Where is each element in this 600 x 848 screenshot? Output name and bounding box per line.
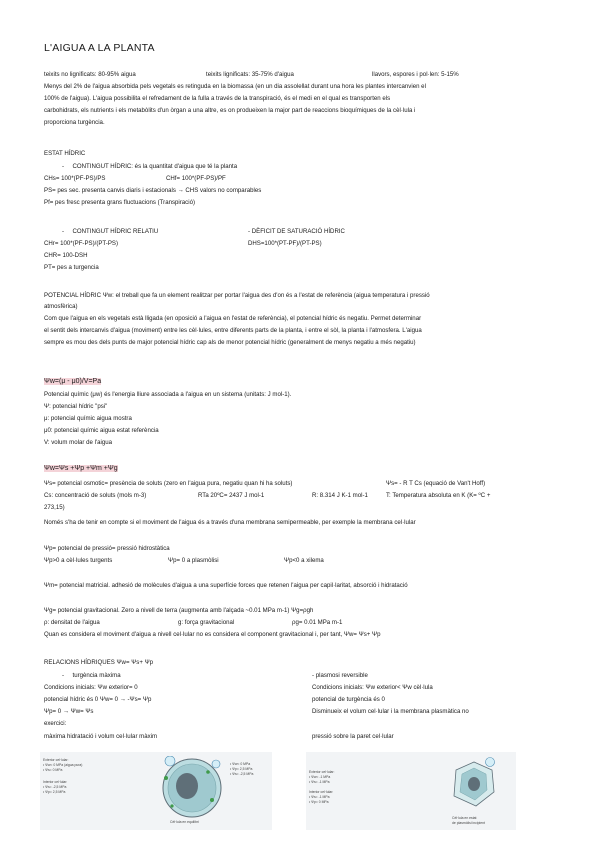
water-bubble xyxy=(165,756,175,766)
text-line: Quan es considera el moviment d'aigua a nivell cel·lular no es considera el component gravitacional i, per tant, Ψw= Ψs+ Ψp xyxy=(44,631,381,638)
text-line: Ψs= potencial osmotic= presència de soluts (zero en l'aigua pura, negatiu quan hi ha soluts) xyxy=(44,480,293,487)
text-line: exercici: xyxy=(44,720,67,727)
intro-text: 100% de l'aigua). L'aigua possibilita el refredament de la fulla a través de la transpiració, és el medi en el qual es transporten els xyxy=(44,95,391,102)
text-line: ρg= 0.01 MPa m-1 xyxy=(292,619,343,626)
text-line: Potencial químic (μw) és l'energia lliure associada a l'aigua en un sistema (unitats: J mol-1). xyxy=(44,391,292,398)
text-line: pressió sobre la paret cel·lular xyxy=(312,733,394,740)
intro-seeds: llavors, espores i pol·len: 5-15% xyxy=(372,71,459,78)
text-line: Disminueix el volum cel·lular i la membrana plasmàtica no xyxy=(312,708,469,715)
text-line: màxima hidratació i volum cel·lular màxim xyxy=(44,733,158,740)
plasmolysis-cell-diagram xyxy=(444,756,500,812)
highlighted-formula: Ψw=(μ - μ0)/V=Pa xyxy=(44,378,102,385)
text-line: Condicions inicials: Ψw exterior< Ψw cèl·lula xyxy=(312,684,433,691)
text-line: ρ: densitat de l'aigua xyxy=(44,619,100,626)
text-line: potencial de turgència és 0 xyxy=(312,696,385,703)
text-line: Ψs= - R T Cs (equació de Van't Hoff) xyxy=(386,480,486,487)
list-item: - turgència màxima xyxy=(62,672,121,679)
text-line: RTa 20ºC= 2437 J mol-1 xyxy=(198,492,265,499)
text-line: sempre es mou des dels punts de major potencial hídric cap als de menor potencial hídric (generalment de menys negatiu a més negatiu) xyxy=(44,339,416,346)
list-item: - CONTINGUT HÍDRIC: és la quantitat d'aigua que té la planta xyxy=(62,163,238,170)
section-heading: RELACIONS HÍDRIQUES Ψw= Ψs+ Ψp xyxy=(44,659,154,666)
list-item: - plasmosi reversible xyxy=(312,672,368,679)
intro-text: carbohidrats, els nutrients i els metabòlits d'un òrgan a una altre, es on produeixen la major part de reaccions bioquímiques de la cèl·lula i xyxy=(44,107,416,114)
text-line: μ0: potencial químic aigua estat referència xyxy=(44,427,159,434)
formula: CHR= 100-DSH xyxy=(44,252,88,259)
text-line: POTENCIAL HÍDRIC Ψw: el treball que fa un element realitzar per portar l'aigua des d'on és a l'estat de referència (aigua temperatura i pressió xyxy=(44,292,430,299)
text-line: Ψp>0 a cèl·lules turgents xyxy=(44,557,113,564)
figure-turgid-cell: Exterior cel·lular: • Ψw= 0 MPa (aigua pura) • Ψs= 0 MPa Interior cel·lular: • Ψs= -2,5 MPa • Ψp= 2,5 MPa • Ψw= 0 MPa • Ψp= 2,5 MPa • Ψs= -2,5 MPa Cèl·lula en equilibri xyxy=(40,752,272,830)
text-line: Ψp<0 a xilema xyxy=(284,557,324,564)
text-line: Ψ: potencial hídric "psi" xyxy=(44,403,108,410)
text-line: g: força gravitacional xyxy=(178,619,235,626)
nucleus xyxy=(176,773,198,799)
text-line: Ψp= 0 a plasmòlisi xyxy=(168,557,219,564)
list-item: - DÈFICIT DE SATURACIÓ HÍDRIC xyxy=(248,228,345,235)
intro-lignified: teixits lignificats: 35-75% d'aigua xyxy=(206,71,294,78)
section-heading: ESTAT HÍDRIC xyxy=(44,150,86,157)
text-line: el sentit dels intercanvis d'aigua (moviment) entre les cèl·lules, entre diferents parts de la planta, i entre el sòl, la planta i l'atmosfera. L'aigua xyxy=(44,327,422,334)
list-item: - CONTINGUT HÍDRIC RELATIU xyxy=(62,228,159,235)
water-bubble xyxy=(486,758,495,767)
intro-nonlignified: teixits no lignificats: 80-95% aigua xyxy=(44,71,136,78)
text-line: Ψg= potencial gravitacional. Zero a nivell de terra (augmenta amb l'alçada ~0.01 MPa m-1) Ψg=ρgh xyxy=(44,607,314,614)
formula: CHs= 100*(PF-PS)/PS xyxy=(44,175,106,182)
highlighted-formula: Ψw=Ψs +Ψp +Ψm +Ψg xyxy=(44,465,118,472)
text-line: Només s'ha de tenir en compte si el moviment de l'aigua és a través d'una membrana semipermeable, per exemple la membrana cel·lular xyxy=(44,519,416,526)
text-line: μ: potencial químic aigua mostra xyxy=(44,415,132,422)
text-line: R: 8.314 J K-1 mol-1 xyxy=(312,492,368,499)
formula: DHS=100*(PT-PF)/(PT-PS) xyxy=(248,240,322,247)
text-line: Pf= pes fresc presenta grans fluctuacions (Transpiració) xyxy=(44,199,196,206)
chloroplast xyxy=(210,798,214,802)
text-line: Ψm= potencial matricial. adhesió de molècules d'aigua a una superfície forces que retenen l'aigua per capil·laritat, absorció i hidratació xyxy=(44,582,408,589)
text-line: Ψp= 0 → Ψw= Ψs xyxy=(44,708,94,715)
text-line: atmosfèrica) xyxy=(44,303,78,310)
text-line: potencial hídric és 0 Ψw= 0 → -Ψs= Ψp xyxy=(44,696,152,703)
text-line: Ψp= potencial de pressió= pressió hidrostàtica xyxy=(44,545,170,552)
formula: CHf= 100*(PF-PS)/PF xyxy=(166,175,226,182)
chloroplast xyxy=(164,776,168,780)
figure-plasmolysis-cell: Exterior cel·lular: • Ψw= -1 MPa • Ψs= -1 MPa Interior cel·lular: • Ψs= -1 MPa • Ψp= 0 MPa Cèl·lula en estat de plasmòlisi incipient xyxy=(306,752,516,830)
text-line: PS= pes sec. presenta canvis diaris i estacionals → CHS valors no comparables xyxy=(44,187,262,194)
text-line: V: volum molar de l'aigua xyxy=(44,439,113,446)
chloroplast xyxy=(170,804,173,807)
text-line: PT= pes a turgencia xyxy=(44,264,99,271)
formula: CHr= 100*(PF-PS)/(PT-PS) xyxy=(44,240,118,247)
intro-text: proporciona turgència. xyxy=(44,119,105,126)
text-line: 273,15) xyxy=(44,504,65,511)
turgid-cell-diagram xyxy=(150,756,234,820)
chloroplast xyxy=(206,770,210,774)
intro-text: Menys del 2% de l'aigua absorbida pels vegetals es retinguda en la biomassa (en un dia assolellat durant una hora les plantes intercanvien el xyxy=(44,83,426,90)
text-line: T: Temperatura absoluta en K (K= ºC + xyxy=(386,492,491,499)
nucleus xyxy=(468,777,480,791)
text-line: Cs: concentració de soluts (mols m-3) xyxy=(44,492,147,499)
page-title: L'AIGUA A LA PLANTA xyxy=(44,42,155,54)
text-line: Com que l'aigua en els vegetals està lligada (en oposició a l'aigua en l'estat de referència), el potencial hídric és negatiu. Permet determinar xyxy=(44,315,422,322)
text-line: Condicions inicials: Ψw exterior= 0 xyxy=(44,684,138,691)
water-bubble xyxy=(212,760,220,768)
